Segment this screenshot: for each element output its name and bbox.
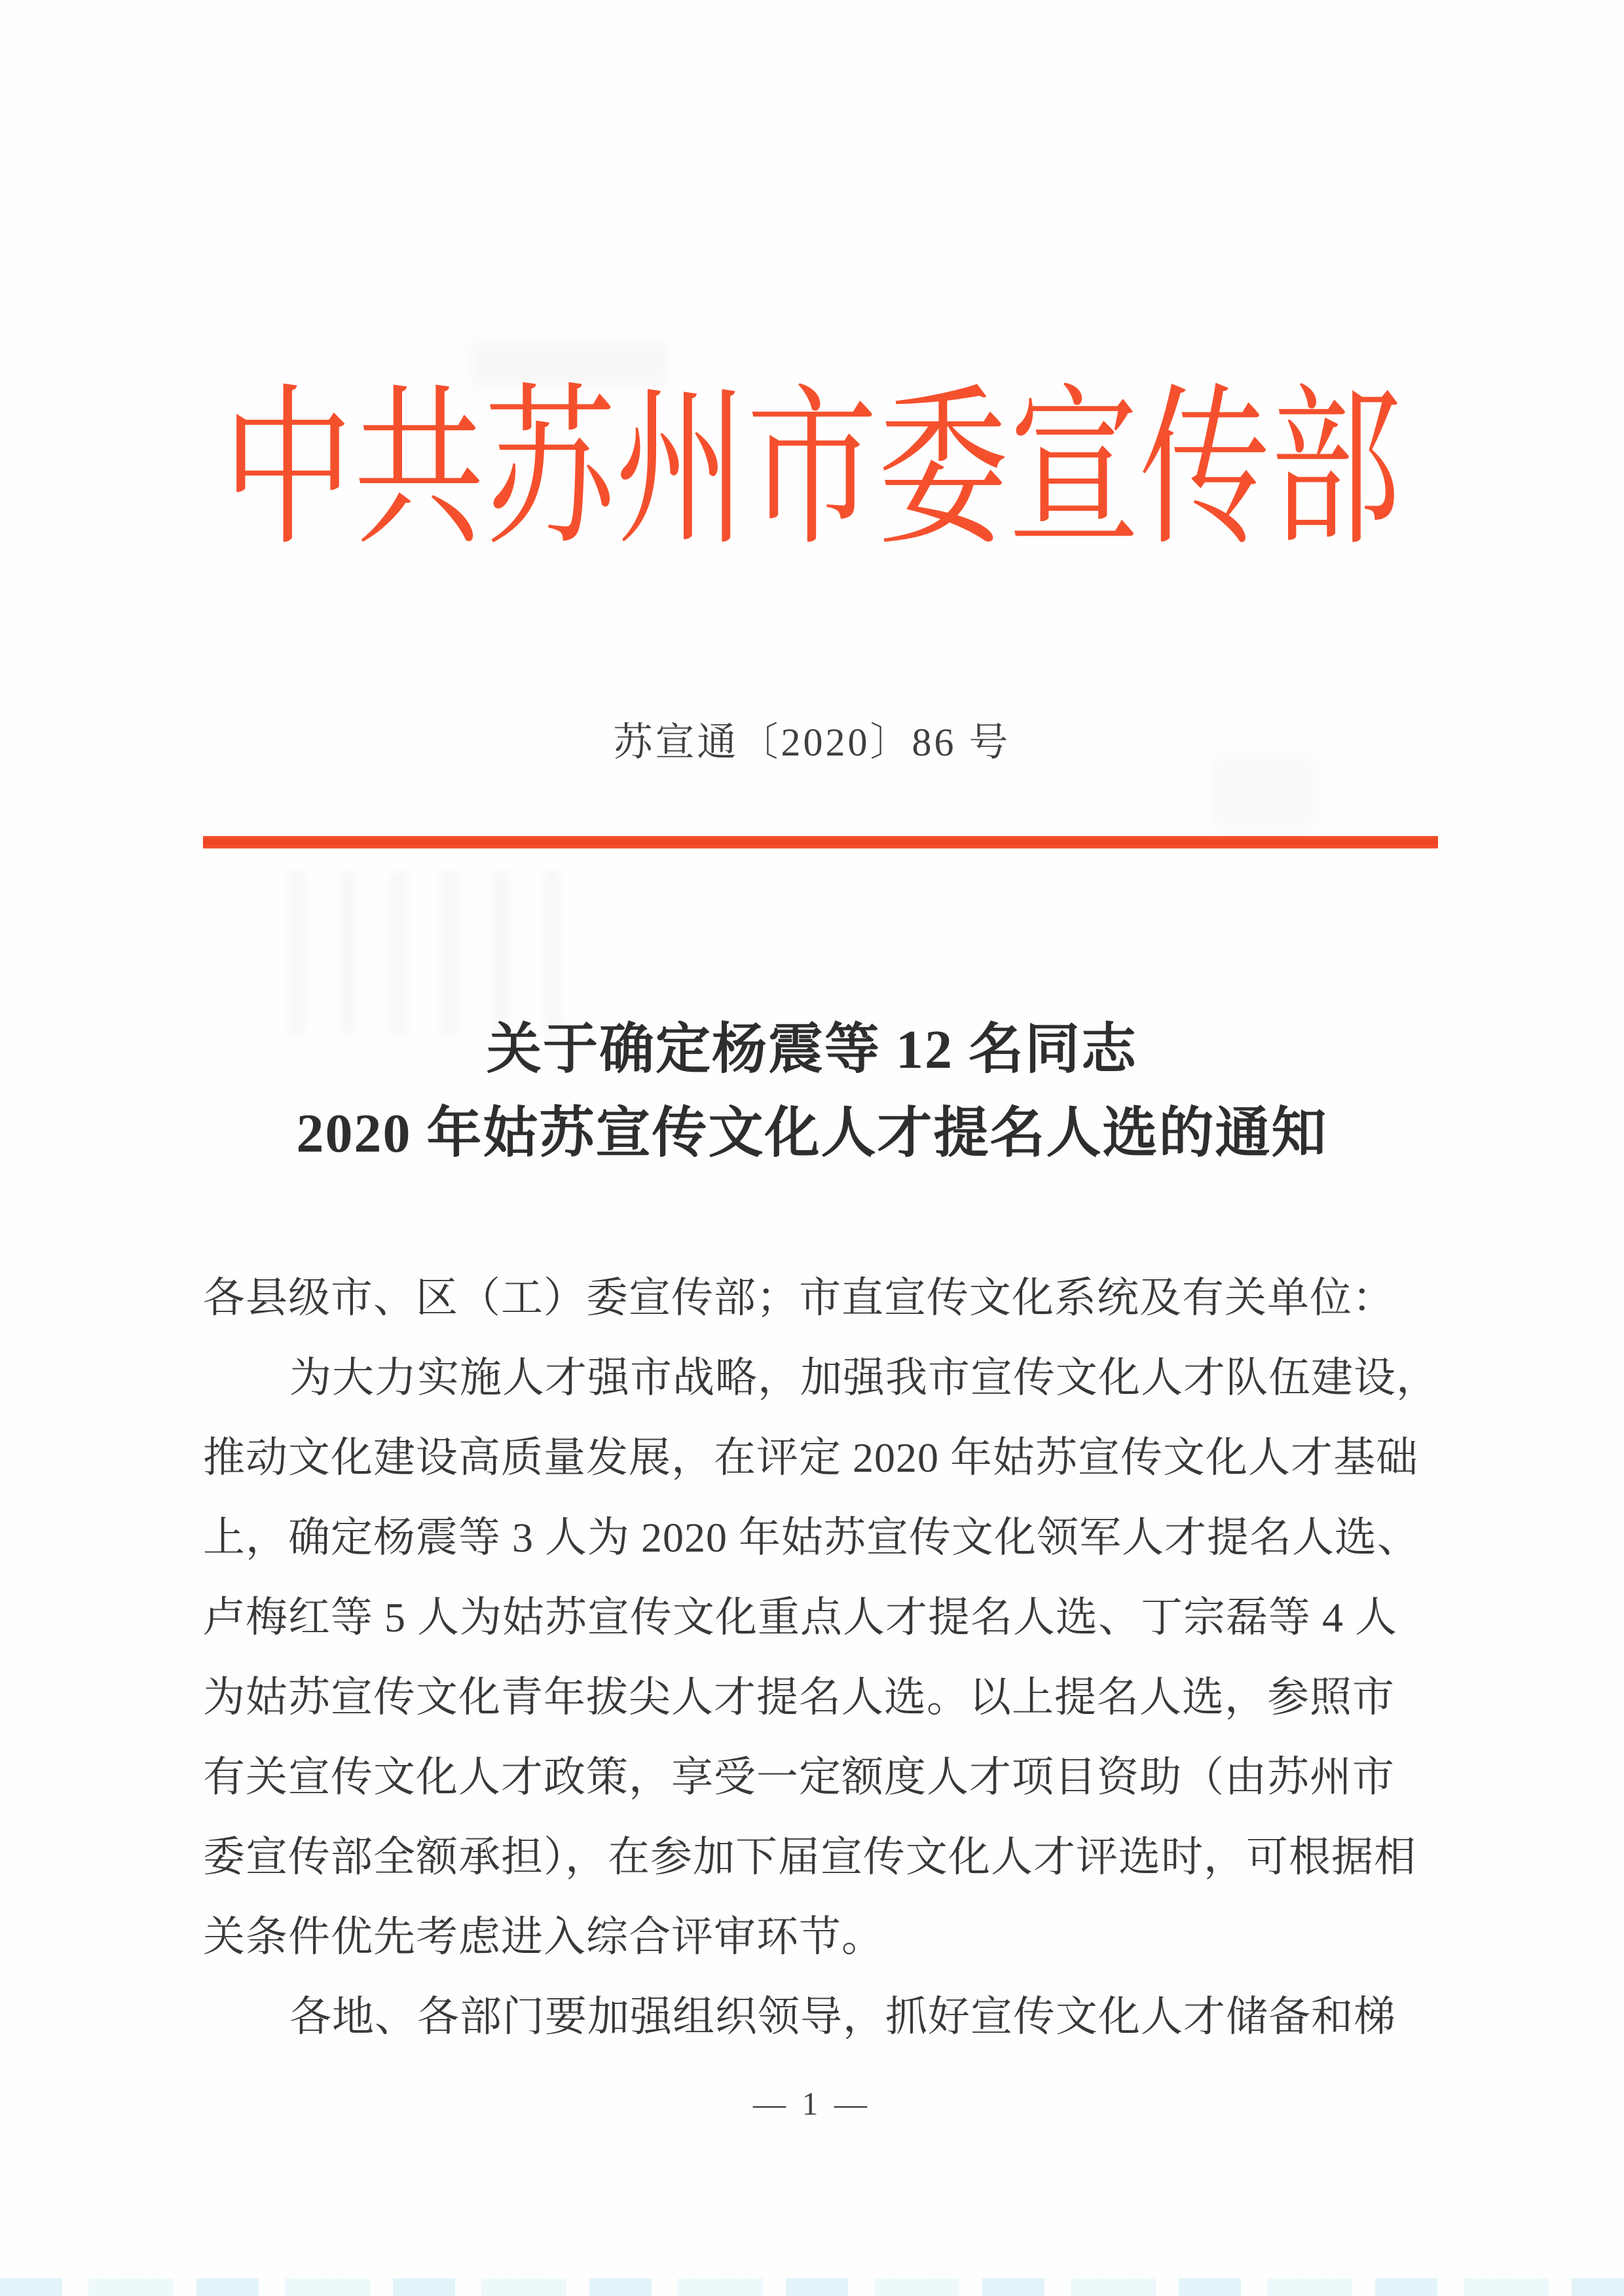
document-body [203,1258,1439,2057]
body-text-line: 推动文化建设高质量发展，在评定 2020 年姑苏宣传文化人才基础 [203,1434,1418,1481]
document-title-line-1: 关于确定杨震等 12 名同志 [486,1019,1137,1080]
scan-edge-artifact [0,2278,1624,2296]
body-text-line: 为大力实施人才强市战略，加强我市宣传文化人才队伍建设， [289,1355,1439,1401]
document-reference-number: 苏宣通〔2020〕86 号 [613,721,1011,764]
document-title [0,1008,1624,1176]
body-text-line: 各地、各部门要加强组织领导，抓好宣传文化人才储备和梯 [289,1994,1396,2040]
body-salutation-line: 各县级市、区（工）委宣传部；市直宣传文化系统及有关单位： [203,1275,1395,1321]
body-text-line: 为姑苏宣传文化青年拔尖人才提名人选。以上提名人选，参照市 [203,1674,1395,1721]
body-text-line: 上，确定杨震等 3 人为 2020 年姑苏宣传文化领军人才提名人选、 [203,1514,1420,1561]
scan-smudge-artifact [1211,753,1316,831]
body-text-line: 卢梅红等 5 人为姑苏宣传文化重点人才提名人选、丁宗磊等 4 人 [203,1594,1397,1641]
document-title-line-2: 2020 年姑苏宣传文化人才提名人选的通知 [296,1103,1328,1164]
body-text-line: 关条件优先考虑进入综合评审环节。 [203,1914,884,1960]
body-text-line: 委宣传部全额承担），在参加下届宣传文化人才评选时，可根据相 [203,1834,1416,1880]
letterhead-agency-name: 中共苏州市委宣传部 [222,375,1401,566]
letterhead-divider-rule [203,836,1438,848]
body-text-line: 有关宣传文化人才政策，享受一定额度人才项目资助（由苏州市 [203,1754,1395,1800]
page-number: — 1 — [753,2085,871,2122]
